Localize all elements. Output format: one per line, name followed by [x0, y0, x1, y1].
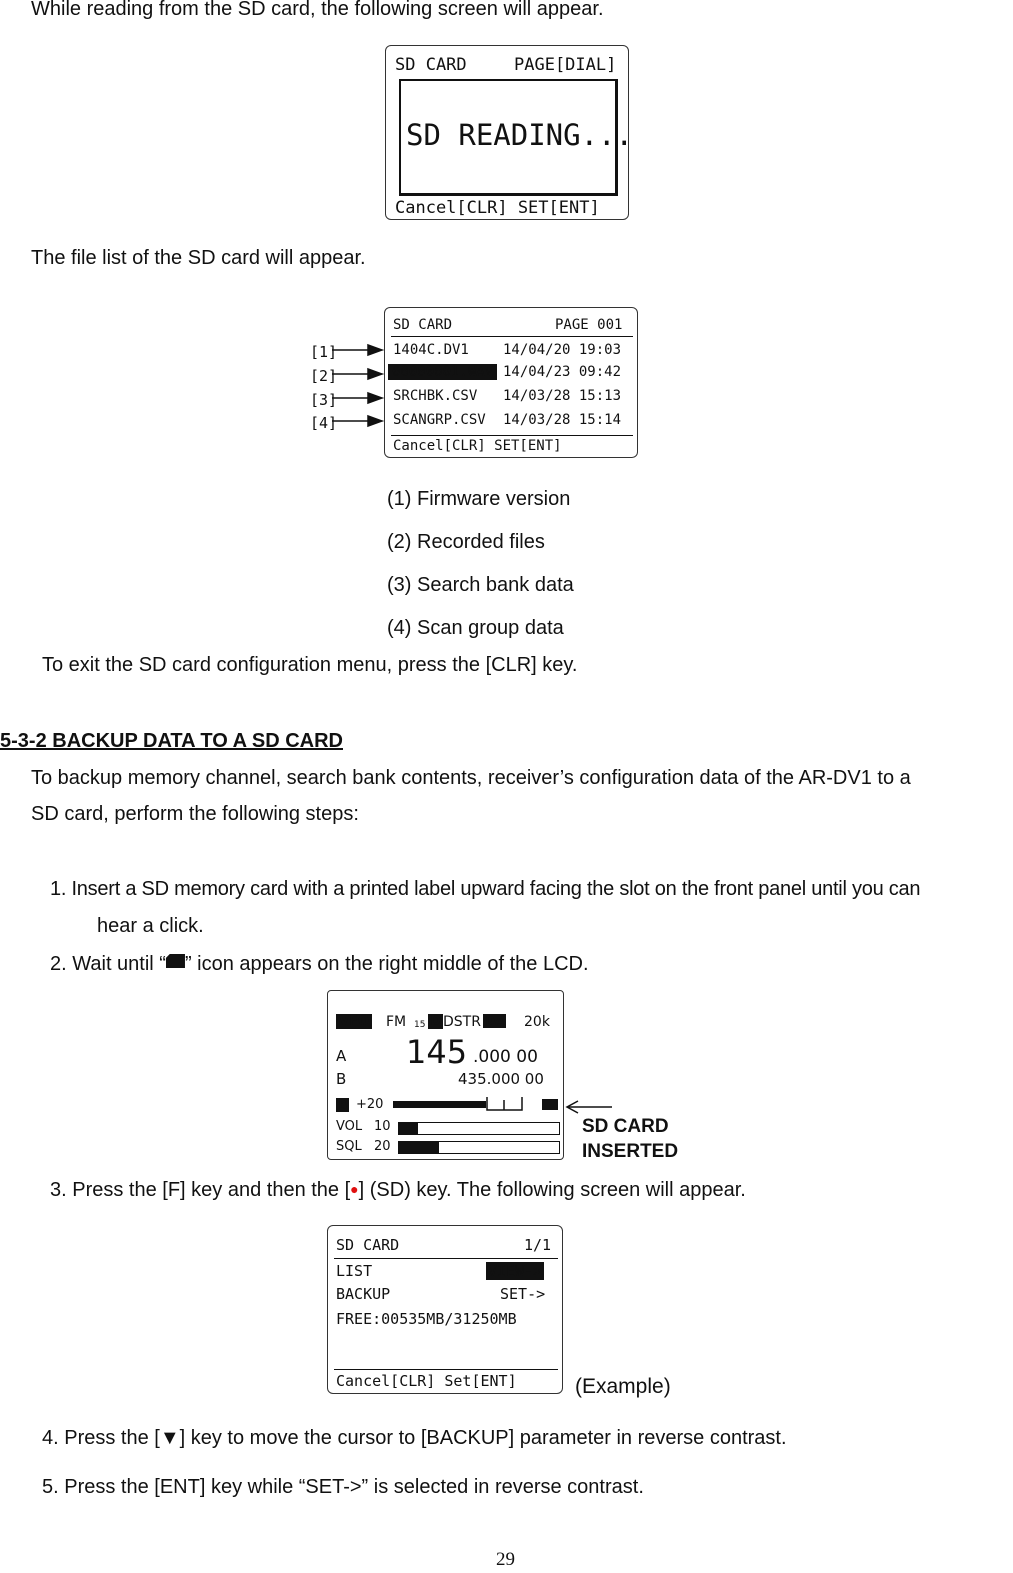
file-datetime: 14/03/28 15:13: [503, 388, 622, 404]
section-heading: 5-3-2 BACKUP DATA TO A SD CARD: [0, 730, 343, 752]
vfo-a-label: A: [336, 1047, 347, 1065]
vfo-b-label: B: [336, 1070, 347, 1088]
sql-label: SQL: [336, 1139, 362, 1154]
divider: [334, 1258, 558, 1259]
callout-2: [2]: [310, 367, 338, 385]
section-intro: To backup memory channel, search bank contents, receiver’s configuration data of the AR-DV1 to a: [31, 767, 911, 789]
sd-card-status-icon: [542, 1099, 558, 1110]
vol-label: VOL: [336, 1119, 363, 1134]
screen-footer: Cancel[CLR] SET[ENT]: [395, 198, 600, 218]
screen-footer: Cancel[CLR] SET[ENT]: [393, 438, 562, 454]
screen-page: PAGE 001: [555, 317, 623, 333]
gain-label: +20: [356, 1097, 384, 1112]
intro-reading-text: While reading from the SD card, the following screen will appear.: [31, 0, 604, 20]
intro-list-text: The file list of the SD card will appear.: [31, 247, 366, 269]
vol-bar: [398, 1122, 560, 1135]
frequency-main-decimals: .000 00: [473, 1047, 538, 1067]
file-datetime: 14/03/28 15:14: [503, 412, 622, 428]
section-intro: SD card, perform the following steps:: [31, 803, 359, 825]
divider: [391, 336, 633, 337]
sd-card-pointer-arrow: [564, 1100, 614, 1114]
digital-badge: D: [430, 1014, 441, 1029]
screen-page: 1/1: [524, 1236, 552, 1254]
step-5: 5. Press the [ENT] key while “SET->” is selected in reverse contrast.: [42, 1476, 644, 1498]
mode-label: FM: [386, 1014, 407, 1030]
da-badge: DA: [485, 1014, 505, 1028]
screen-title: SD CARD: [393, 317, 453, 333]
sql-bar: [398, 1141, 560, 1154]
dstr-label: DSTR: [443, 1014, 481, 1030]
file-list-screen: [384, 307, 638, 458]
screen-footer: Cancel[CLR] Set[ENT]: [336, 1372, 517, 1390]
sd-reading-screen: [385, 45, 633, 220]
step-label: 20k: [524, 1014, 550, 1030]
step-3-pre: 3. Press the [F] key and then the [: [50, 1179, 351, 1201]
file-name: 1404C.DV1: [393, 342, 469, 358]
callout-1: [1]: [310, 343, 338, 361]
step-2-post: ” icon appears on the right middle of the LCD.: [184, 953, 589, 975]
sd-card-icon: [166, 954, 185, 968]
vfo-badge: VFO: [336, 1014, 372, 1029]
sd-card-annotation: SD CARD: [582, 1116, 669, 1137]
frequency-main: 145: [406, 1033, 468, 1071]
menu-value-view-selected: VIEW->: [488, 1262, 543, 1280]
red-dot-icon: ●: [350, 1181, 359, 1197]
step-2-pre: 2. Wait until “: [50, 953, 166, 975]
divider: [334, 1369, 558, 1370]
step-1-cont: hear a click.: [97, 915, 204, 937]
file-name: SCANGRP.CSV: [393, 412, 486, 428]
step-1: 1. Insert a SD memory card with a printed label upward facing the slot on the front panel until you can: [50, 878, 921, 900]
step-2: [50, 952, 589, 976]
sql-value: 20: [374, 1139, 391, 1154]
sd-card-menu-screen: [327, 1225, 563, 1394]
b-badge: B: [338, 1098, 348, 1112]
frequency-sub: 435.000 00: [458, 1070, 544, 1088]
menu-value-set: SET->: [500, 1285, 546, 1303]
step-4: 4. Press the [▼] key to move the cursor to [BACKUP] parameter in reverse contrast.: [42, 1427, 787, 1449]
screen-title: SD CARD: [336, 1236, 400, 1254]
vol-value: 10: [374, 1119, 391, 1134]
signal-meter: [392, 1097, 560, 1113]
page-number: 29: [496, 1549, 515, 1570]
legend-item: (1) Firmware version: [387, 488, 571, 510]
file-name: SRCHBK.CSV: [393, 388, 478, 404]
divider: [391, 435, 633, 436]
sql-bar-fill: [399, 1142, 439, 1153]
file-datetime: 14/04/20 19:03: [503, 342, 622, 358]
legend-item: (3) Search bank data: [387, 574, 574, 596]
vol-bar-fill: [399, 1123, 418, 1134]
exit-text: To exit the SD card configuration menu, press the [CLR] key.: [42, 654, 578, 676]
callout-4: [4]: [310, 414, 338, 432]
main-lcd-screen: [327, 990, 564, 1160]
callout-3: [3]: [310, 391, 338, 409]
example-label: (Example): [575, 1375, 671, 1398]
step-small: 15: [414, 1020, 426, 1030]
screen-title: SD CARD: [395, 55, 467, 75]
menu-item-backup: BACKUP: [336, 1285, 391, 1303]
callout-arrows: [330, 340, 384, 430]
legend-item: (4) Scan group data: [387, 617, 564, 639]
step-3: [50, 1177, 746, 1202]
legend-item: (2) Recorded files: [387, 531, 545, 553]
file-name-selected: 00000001.WAV: [388, 364, 497, 380]
step-3-post: ] (SD) key. The following screen will appear.: [358, 1179, 746, 1201]
menu-item-list: LIST: [336, 1262, 373, 1280]
reading-message: SD READING...: [406, 118, 633, 152]
file-datetime: 14/04/23 09:42: [503, 364, 622, 380]
sd-card-annotation: INSERTED: [582, 1141, 679, 1162]
free-space: FREE:00535MB/31250MB: [336, 1310, 517, 1328]
screen-page-hint: PAGE[DIAL]: [514, 55, 617, 75]
